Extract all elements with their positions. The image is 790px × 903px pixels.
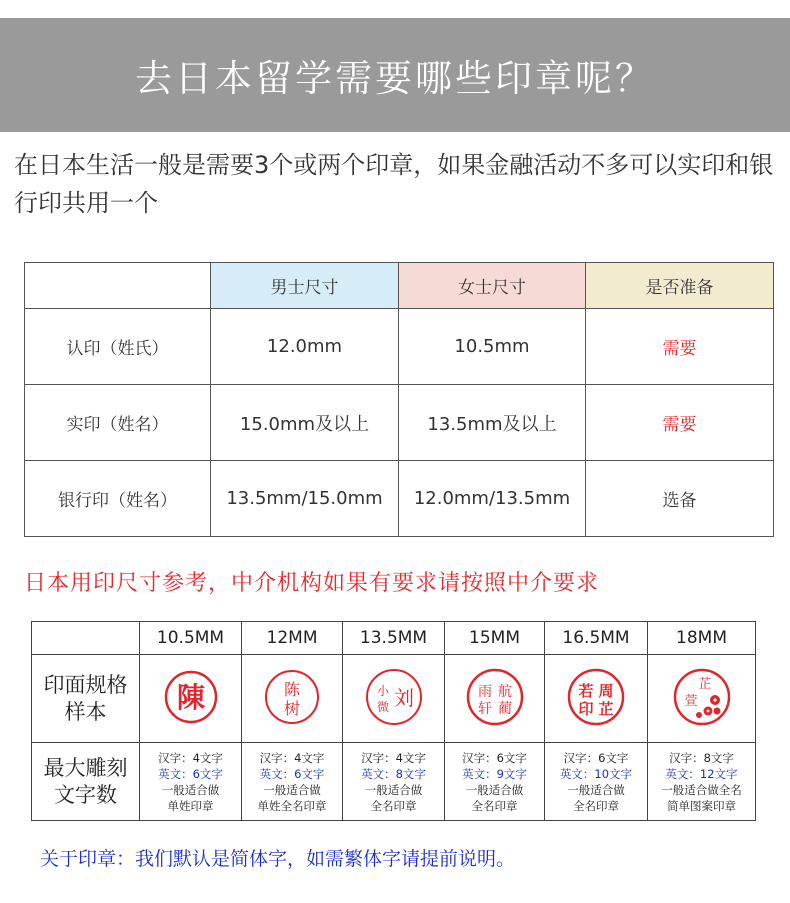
usage-line1: 一般适合做 <box>364 782 423 797</box>
seal-stamp-image <box>262 667 322 727</box>
usage-line2: 单姓印章 <box>167 798 214 813</box>
svg-text:陈: 陈 <box>283 679 301 699</box>
table-row <box>25 309 774 385</box>
size-table <box>24 262 774 537</box>
sample-row-label <box>32 655 140 743</box>
size-header-male: 男士尺寸 <box>211 263 399 309</box>
size-header: 13.5MM <box>343 622 445 655</box>
seal-stamp-image <box>161 667 221 727</box>
usage-line2: 全名印章 <box>573 798 619 813</box>
sample-label-line1: 印面规格 <box>43 672 128 697</box>
en-limit: 英文：6文字 <box>158 766 223 781</box>
usage-line2: 简单图案印章 <box>667 798 736 813</box>
svg-text:树: 树 <box>283 698 301 718</box>
ready-status: 需要 <box>586 385 774 461</box>
usage-line1: 一般适合做 <box>567 782 625 797</box>
limit-cell <box>445 743 545 821</box>
female-size: 13.5mm及以上 <box>399 385 586 461</box>
usage-line1: 一般适合做 <box>263 782 321 797</box>
han-limit: 汉字：6文字 <box>563 750 629 765</box>
limit-cell <box>242 743 343 821</box>
size-header: 16.5MM <box>545 622 648 655</box>
max-chars-row <box>32 743 756 821</box>
seal-stamp-image <box>465 667 525 727</box>
en-limit: 英文：9文字 <box>462 766 527 781</box>
usage-line1: 一般适合做全名 <box>661 782 742 797</box>
reference-note: 日本用印尺寸参考，中介机构如果有要求请按照中介要求 <box>24 571 600 596</box>
size-header-empty <box>25 263 211 309</box>
svg-text:萱: 萱 <box>683 693 698 709</box>
en-limit: 英文：12文字 <box>665 766 738 781</box>
limit-cell <box>648 743 756 821</box>
seal-type: 实印（姓名） <box>25 385 211 461</box>
table-row <box>25 461 774 537</box>
max-label-line2: 文字数 <box>54 782 117 807</box>
svg-text:轩: 轩 <box>477 700 492 717</box>
stamp-cell <box>445 655 545 743</box>
han-limit: 汉字：4文字 <box>361 750 426 765</box>
male-size: 13.5mm/15.0mm <box>211 461 399 537</box>
size-table-header <box>25 263 774 309</box>
size-header: 12MM <box>242 622 343 655</box>
page-banner <box>0 18 790 132</box>
spec-table-header <box>32 622 756 655</box>
seal-stamp-image <box>364 667 424 727</box>
max-row-label <box>32 743 140 821</box>
spec-table <box>31 621 756 821</box>
male-size: 12.0mm <box>211 309 399 385</box>
svg-text:陳: 陳 <box>176 680 205 714</box>
seal-type: 认印（姓氏） <box>25 309 211 385</box>
size-header: 18MM <box>648 622 756 655</box>
en-limit: 英文：10文字 <box>559 766 633 781</box>
en-limit: 英文：6文字 <box>259 766 325 781</box>
limit-cell <box>343 743 445 821</box>
size-header-female: 女士尺寸 <box>399 263 586 309</box>
limit-cell <box>545 743 648 821</box>
usage-line2: 全名印章 <box>370 798 417 813</box>
max-label-line1: 最大雕刻 <box>43 755 128 780</box>
svg-text:小: 小 <box>376 683 389 698</box>
han-limit: 汉字：4文字 <box>158 750 223 765</box>
svg-text:蔺: 蔺 <box>497 700 512 717</box>
ready-status: 需要 <box>586 309 774 385</box>
usage-line1: 一般适合做 <box>161 782 220 797</box>
seal-stamp-image <box>566 667 626 727</box>
svg-text:印: 印 <box>578 699 594 718</box>
size-header-ready: 是否准备 <box>586 263 774 309</box>
han-limit: 汉字：8文字 <box>669 750 734 765</box>
male-size: 15.0mm及以上 <box>211 385 399 461</box>
sample-row <box>32 655 756 743</box>
female-size: 10.5mm <box>399 309 586 385</box>
svg-text:雨: 雨 <box>477 683 492 700</box>
sample-label-line2: 样本 <box>64 699 107 724</box>
table-row <box>25 385 774 461</box>
size-header: 10.5MM <box>140 622 242 655</box>
seal-stamp-image <box>672 667 732 727</box>
usage-line2: 单姓全名印章 <box>257 798 327 813</box>
han-limit: 汉字：6文字 <box>462 750 527 765</box>
stamp-cell <box>140 655 242 743</box>
stamp-cell <box>343 655 445 743</box>
spec-header-empty <box>32 622 140 655</box>
stamp-cell <box>242 655 343 743</box>
limit-cell <box>140 743 242 821</box>
svg-text:微: 微 <box>376 699 389 714</box>
usage-line2: 全名印章 <box>471 798 518 813</box>
intro-text: 在日本生活一般是需要3个或两个印章，如果金融活动不多可以实印和银行印共用一个 <box>14 151 774 217</box>
svg-text:周: 周 <box>598 681 614 700</box>
footer-note: 关于印章：我们默认是简体字，如需繁体字请提前说明。 <box>40 848 516 870</box>
size-header: 15MM <box>445 622 545 655</box>
seal-type: 银行印（姓名） <box>25 461 211 537</box>
han-limit: 汉字：4文字 <box>259 750 325 765</box>
ready-status: 选备 <box>586 461 774 537</box>
stamp-cell <box>545 655 648 743</box>
female-size: 12.0mm/13.5mm <box>399 461 586 537</box>
banner-title: 去日本留学需要哪些印章呢？ <box>135 57 655 100</box>
stamp-cell <box>648 655 756 743</box>
svg-text:若: 若 <box>578 681 594 700</box>
svg-text:芷: 芷 <box>598 699 614 718</box>
svg-text:芷: 芷 <box>697 676 712 692</box>
svg-text:航: 航 <box>497 683 512 700</box>
svg-text:刘: 刘 <box>393 685 414 710</box>
usage-line1: 一般适合做 <box>465 782 524 797</box>
en-limit: 英文：8文字 <box>361 766 426 781</box>
